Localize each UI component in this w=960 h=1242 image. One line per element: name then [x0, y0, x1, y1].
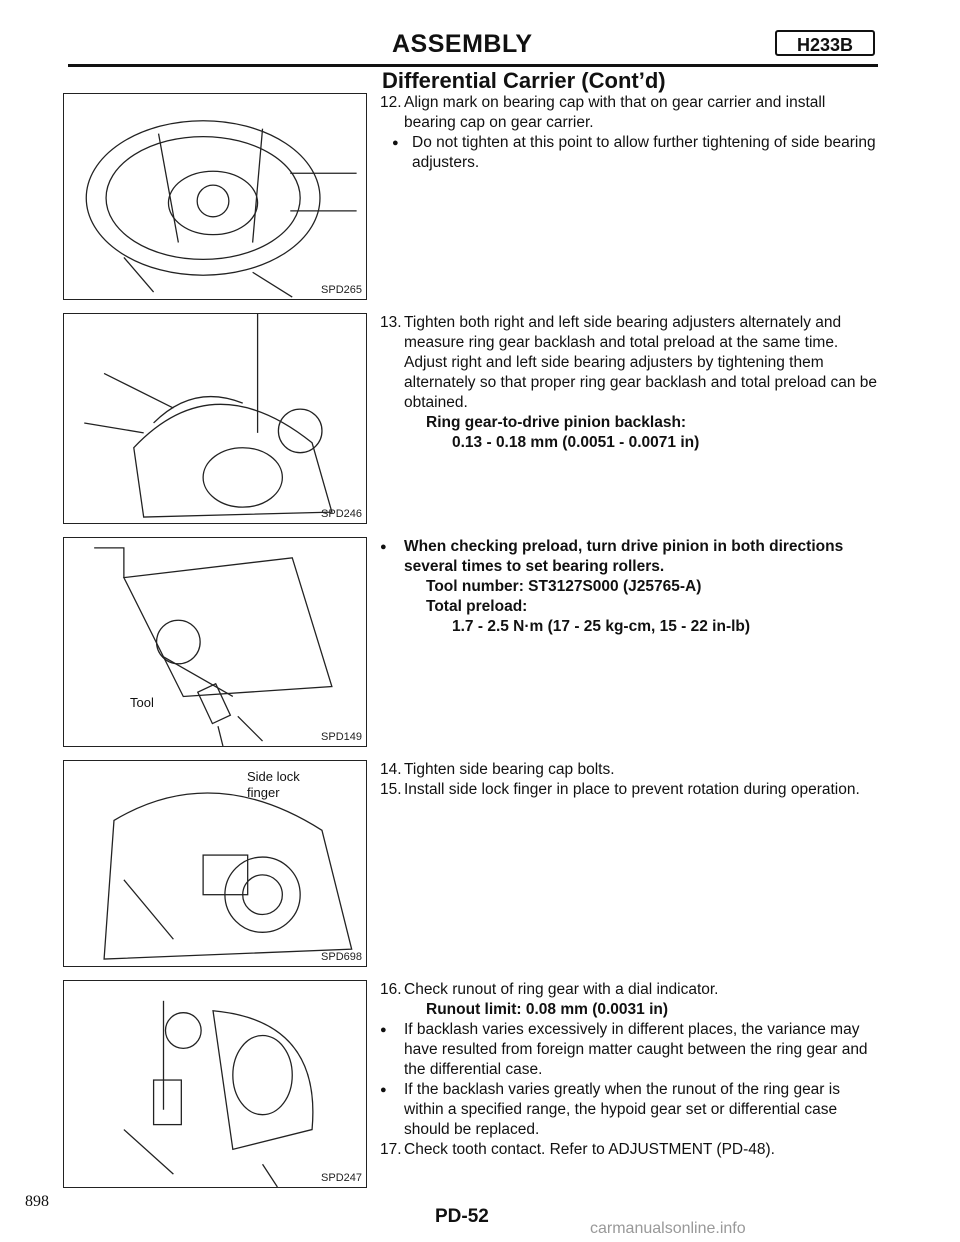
figure-code: SPD698 [321, 951, 362, 963]
tool-number: Tool number: ST3127S000 (J25765-A) [426, 578, 702, 595]
watermark: carmanualsonline.info [590, 1220, 746, 1237]
step-number: 14. [380, 761, 402, 778]
figure-label-side-lock: Side lock [247, 769, 300, 784]
figure-code: SPD149 [321, 731, 362, 743]
model-code-badge: H233B [775, 30, 875, 56]
figure-preload-check [63, 537, 367, 747]
dial-indicator-illustration [64, 314, 366, 523]
step-text: Install side lock finger in place to prevent rotation during operation. [404, 781, 860, 798]
side-lock-illustration [64, 761, 366, 966]
step-number: 12. [380, 94, 402, 111]
spec-label: Ring gear-to-drive pinion backlash: [426, 414, 687, 431]
figure-code: SPD247 [321, 1172, 362, 1184]
step-text: Check tooth contact. Refer to ADJUSTMENT (PD-48). [404, 1141, 775, 1158]
bullet-text: Do not tighten at this point to allow further tightening of side bearing adjusters. [412, 134, 876, 171]
step-text: Check runout of ring gear with a dial indicator. [404, 981, 719, 998]
page-number: 898 [25, 1193, 49, 1210]
spec-label: Total preload: [426, 598, 528, 615]
step-16-17-block [370, 980, 880, 1160]
step-text: Tighten both right and left side bearing adjusters alternately and measure ring gear backlash and total preload at the same time. Adjust right and left side bearing adjusters by tightening them alternately so that proper ring gear backlash and total preload can be obtained. [404, 314, 878, 411]
spec-value: Runout limit: 0.08 mm (0.0031 in) [426, 1001, 669, 1018]
step-text: Tighten side bearing cap bolts. [404, 761, 615, 778]
runout-check-illustration [64, 981, 366, 1187]
step-13-block [370, 313, 880, 453]
figure-label-finger: finger [247, 785, 280, 800]
bearing-cap-illustration [64, 94, 366, 299]
page-header-title: ASSEMBLY [392, 30, 533, 58]
bullet-text: When checking preload, turn drive pinion in both directions several times to set bearing rollers. [404, 538, 844, 575]
figure-backlash-measure [63, 313, 367, 524]
spec-value: 1.7 - 2.5 N·m (17 - 25 kg-cm, 15 - 22 in-lb) [452, 618, 751, 635]
figure-side-lock-finger [63, 760, 367, 967]
step-text: Align mark on bearing cap with that on gear carrier and install bearing cap on gear carrier. [404, 94, 826, 131]
step-14-15-block [370, 760, 880, 800]
bullet-icon: ● [380, 1084, 387, 1096]
figure-code: SPD246 [321, 508, 362, 520]
page-code: PD-52 [435, 1206, 489, 1227]
step-12-block [370, 93, 880, 173]
bullet-icon: ● [380, 541, 387, 553]
step-number: 13. [380, 314, 402, 331]
bullet-text: If the backlash varies greatly when the runout of the ring gear is within a specified range, the hypoid gear set or differential case should be replaced. [404, 1081, 840, 1138]
preload-block [370, 537, 880, 637]
bullet-icon: ● [392, 137, 399, 149]
figure-label-tool: Tool [130, 695, 154, 710]
spec-value: 0.13 - 0.18 mm (0.0051 - 0.0071 in) [452, 434, 700, 451]
step-number: 16. [380, 981, 402, 998]
figure-ring-gear-runout [63, 980, 367, 1188]
step-number: 17. [380, 1141, 402, 1158]
bullet-icon: ● [380, 1024, 387, 1036]
section-title: Differential Carrier (Cont’d) [382, 68, 666, 93]
figure-code: SPD265 [321, 284, 362, 296]
figure-bearing-cap [63, 93, 367, 300]
preload-tool-illustration [64, 538, 366, 746]
header-rule [68, 64, 878, 67]
bullet-text: If backlash varies excessively in different places, the variance may have resulted from foreign matter caught between the ring gear and the differential case. [404, 1021, 868, 1078]
step-number: 15. [380, 781, 402, 798]
